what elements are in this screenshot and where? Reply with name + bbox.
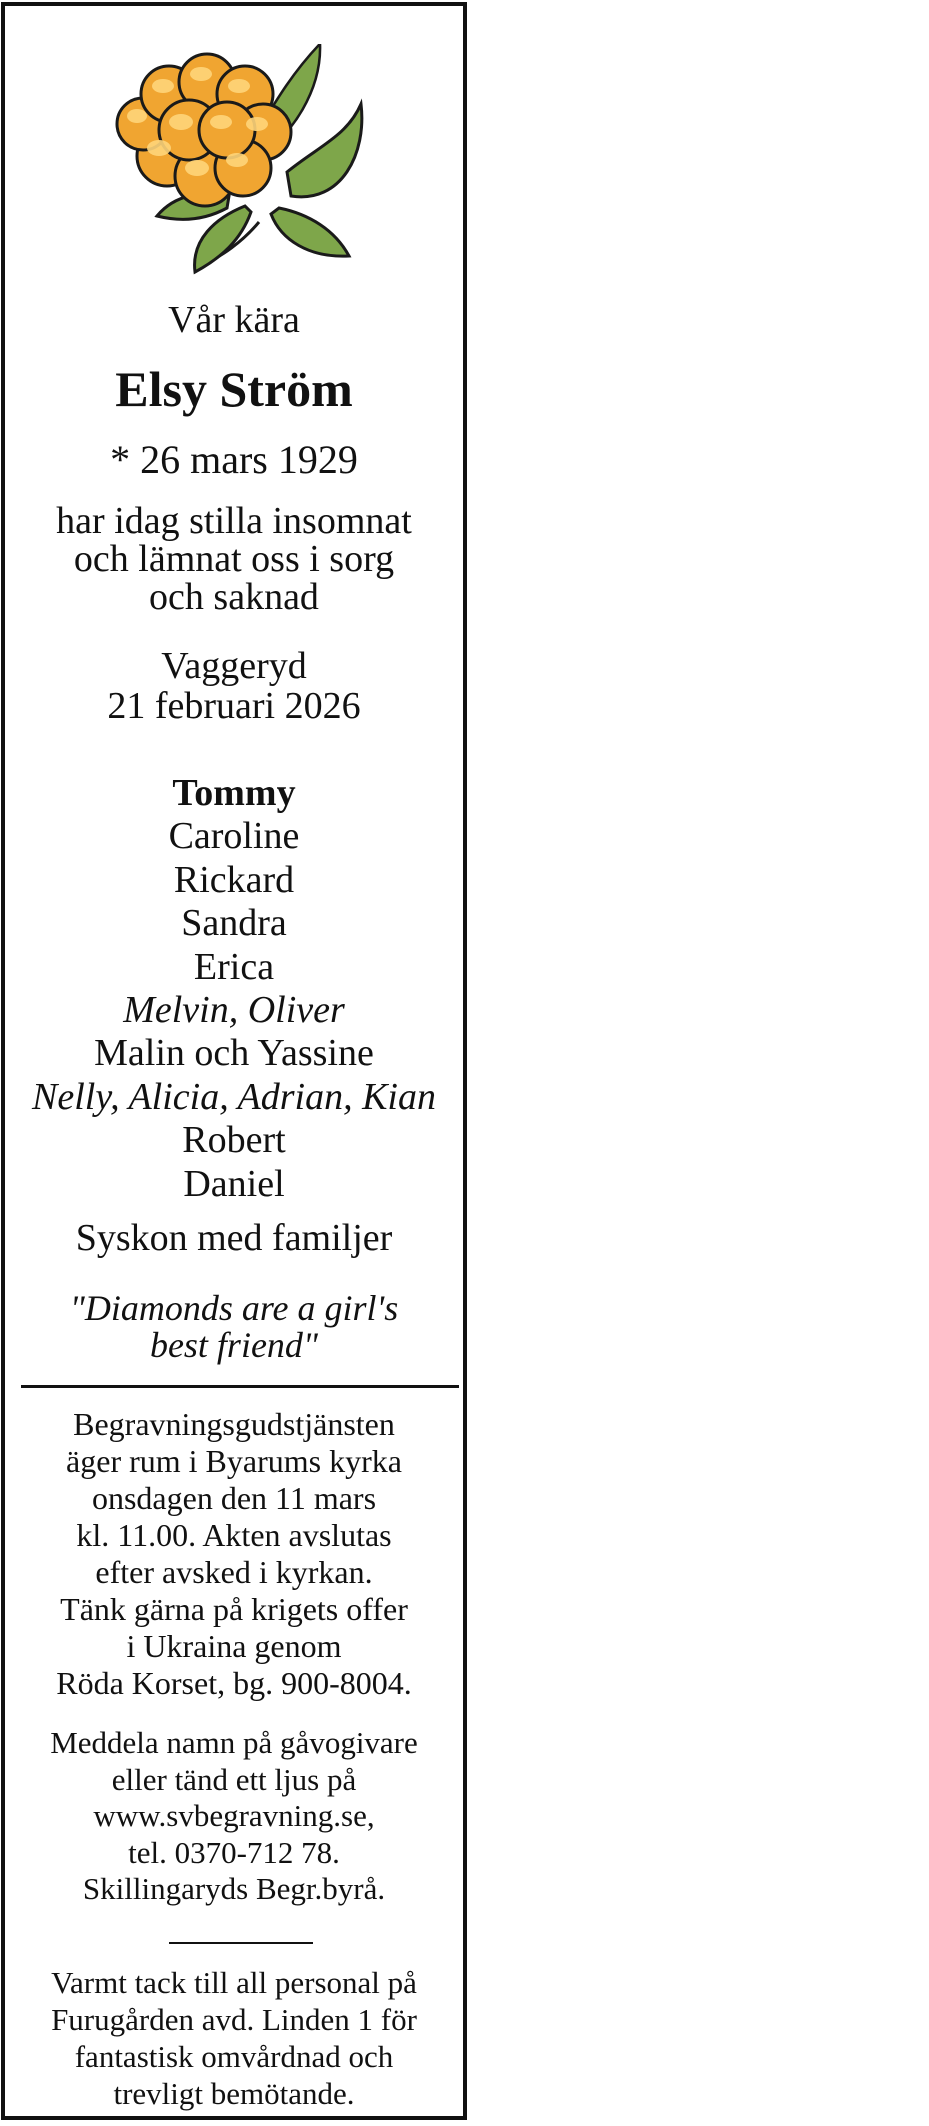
siblings-line: Syskon med familjer <box>75 1217 393 1259</box>
contact-line: Meddela namn på gåvogivare <box>50 1725 418 1760</box>
mourner-name: Rickard <box>173 858 295 901</box>
mourner-name: Malin och Yassine <box>94 1032 374 1075</box>
mourner-name: Sandra <box>181 902 287 945</box>
contact-line: www.svbegravning.se, <box>93 1798 375 1833</box>
message-line: och lämnat oss i sorg <box>73 538 395 580</box>
cloudberry-icon <box>109 44 369 276</box>
contact-line: tel. 0370-712 78. <box>128 1834 340 1870</box>
quote-line: best friend" <box>149 1325 319 1365</box>
funeral-line: Röda Korset, bg. 900-8004. <box>56 1665 412 1701</box>
thanks-line: Furugården avd. Linden 1 för <box>51 2002 417 2037</box>
mourners-list <box>5 772 463 1206</box>
thanks-line: Varmt tack till all personal på <box>51 1965 417 2000</box>
place-and-date <box>5 646 463 726</box>
divider <box>21 1385 459 1388</box>
contact-info <box>5 1725 463 1908</box>
funeral-line: Tänk gärna på krigets offer <box>60 1591 408 1627</box>
passing-message <box>5 502 463 616</box>
mourner-name: Daniel <box>183 1162 285 1205</box>
death-notice <box>1 2 467 2120</box>
mourner-name: Erica <box>193 945 275 988</box>
mourner-name: Nelly, Alicia, Adrian, Kian <box>32 1075 436 1118</box>
contact-line: eller tänd ett ljus på <box>111 1761 357 1797</box>
quote-line: "Diamonds are a girl's <box>69 1288 399 1328</box>
intro-text: Vår kära <box>168 299 300 341</box>
contact-line: Skillingaryds Begr.byrå. <box>82 1871 386 1906</box>
mourner-name: Robert <box>182 1119 286 1162</box>
thanks-line: trevligt bemötande. <box>113 2076 355 2111</box>
quote <box>5 1290 463 1364</box>
thanks-note <box>5 1964 463 2112</box>
mourner-name: Melvin, Oliver <box>123 989 345 1032</box>
funeral-line: i Ukraina genom <box>126 1628 342 1664</box>
mourner-name: Tommy <box>172 772 296 814</box>
funeral-line: efter avsked i kyrkan. <box>95 1554 373 1590</box>
short-divider <box>169 1942 313 1944</box>
mourner-name: Caroline <box>168 815 300 858</box>
birth-date: * 26 mars 1929 <box>110 437 358 482</box>
funeral-line: äger rum i Byarums kyrka <box>66 1443 402 1479</box>
death-date: 21 februari 2026 <box>107 685 361 727</box>
funeral-info <box>5 1406 463 1702</box>
funeral-line: onsdagen den 11 mars <box>91 1480 377 1516</box>
funeral-line: Begravningsgudstjänsten <box>73 1406 395 1442</box>
deceased-name: Elsy Ström <box>115 361 353 417</box>
funeral-line: kl. 11.00. Akten avslutas <box>76 1517 392 1553</box>
place: Vaggeryd <box>161 645 307 687</box>
message-line: har idag stilla insomnat <box>56 500 412 542</box>
message-line: och saknad <box>149 576 319 618</box>
thanks-line: fantastisk omvårdnad och <box>74 2039 394 2074</box>
